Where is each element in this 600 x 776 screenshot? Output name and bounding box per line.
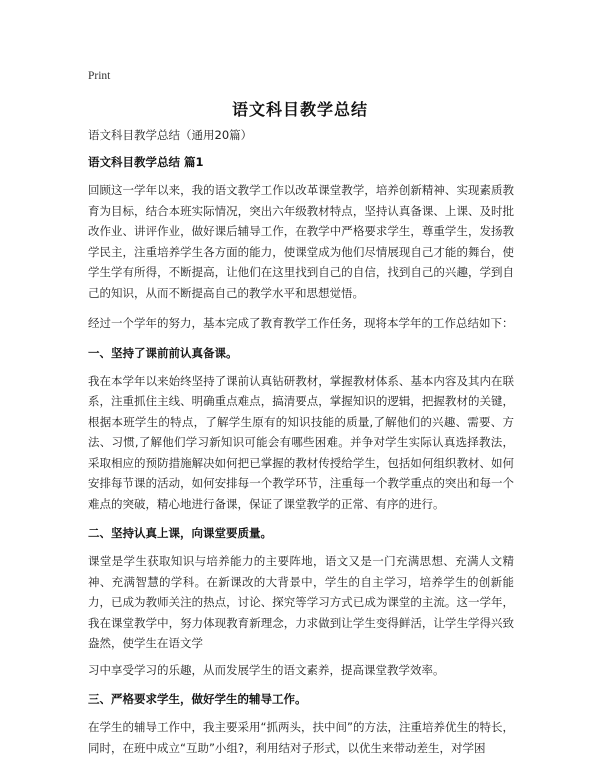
section-heading-3: 三、严格要求学生，做好学生的辅导工作。	[88, 692, 307, 706]
paragraph-3: 我在本学年以来始终坚持了课前认真钻研教材，掌握教材体系、基本内容及其内在联系，注重抓住主线、明确重点难点，搞清要点，掌握知识的逻辑，把握教材的关键，根据本班学生的特点，了解学生原有的知识技能的质量,了解他们的兴趣、需要、方法、习惯,了解他们学习新知识可能会有哪些困难。并争对学生实际认真选择教法，采取相应的预防措施解决如何把已掌握的教材传授给学生，包括如何组织教材、如何安排每节课的活动，如何安排每一个教学环节，注重每一个教学重点的突出和每一个难点的突破，精心地进行备课，保证了课堂教学的正常、有序的进行。	[88, 373, 514, 511]
paragraph-6: 在学生的辅导工作中，我主要采用“抓两头，扶中间”的方法，注重培养优生的特长，同时，在班中成立“互助”小组?，利用结对子形式，以优生来带动差生，对学困	[88, 720, 514, 755]
paragraph-1: 回顾这一学年以来，我的语文教学工作以改革课堂教学，培养创新精神、实现素质教育为目标，结合本班实际情况，突出六年级教材特点，坚持认真备课、上课、及时批改作业、讲评作业，做好课后辅导工作，在教学中严格要求学生，尊重学生，发扬教学民主，注重培养学生各方面的能力，使课堂成为他们尽情展现自己才能的舞台，使学生学有所得，不断提高，让他们在这里找到自己的自信，找到自己的兴趣，学到自己的知识，从而不断提高自己的教学水平和思想觉悟。	[88, 183, 514, 300]
section-heading-1: 一、坚持了课前前认真备课。	[88, 345, 238, 360]
paragraph-4: 课堂是学生获取知识与培养能力的主要阵地，语文又是一门充满思想、充满人文精神、充满智慧的学科。在新课改的大背景中，学生的自主学习，培养学生的创新能力，已成为教师关注的热点，讨论、探究等学习方式已成为课堂的主流。这一学年，我在课堂教学中，努力体现教育新理念，力求做到让学生变得鲜活，让学生学得兴致盎然，使学生在语文学	[88, 554, 514, 650]
paragraph-2: 经过一个学年的努力，基本完成了教育教学工作任务，现将本学年的工作总结如下：	[88, 316, 514, 330]
print-label[interactable]: Print	[88, 70, 111, 82]
paragraph-5: 习中享受学习的乐趣，从而发展学生的语文素养，提高课堂教学效率。	[88, 662, 445, 677]
article-heading: 语文科目教学总结 篇1	[88, 155, 204, 169]
page-title: 语文科目教学总结	[231, 100, 368, 119]
document-subtitle: 语文科目教学总结（通用20篇）	[88, 128, 253, 142]
document-body	[88, 126, 514, 768]
section-heading-2: 二、坚持认真上课，向课堂要质量。	[88, 526, 272, 540]
